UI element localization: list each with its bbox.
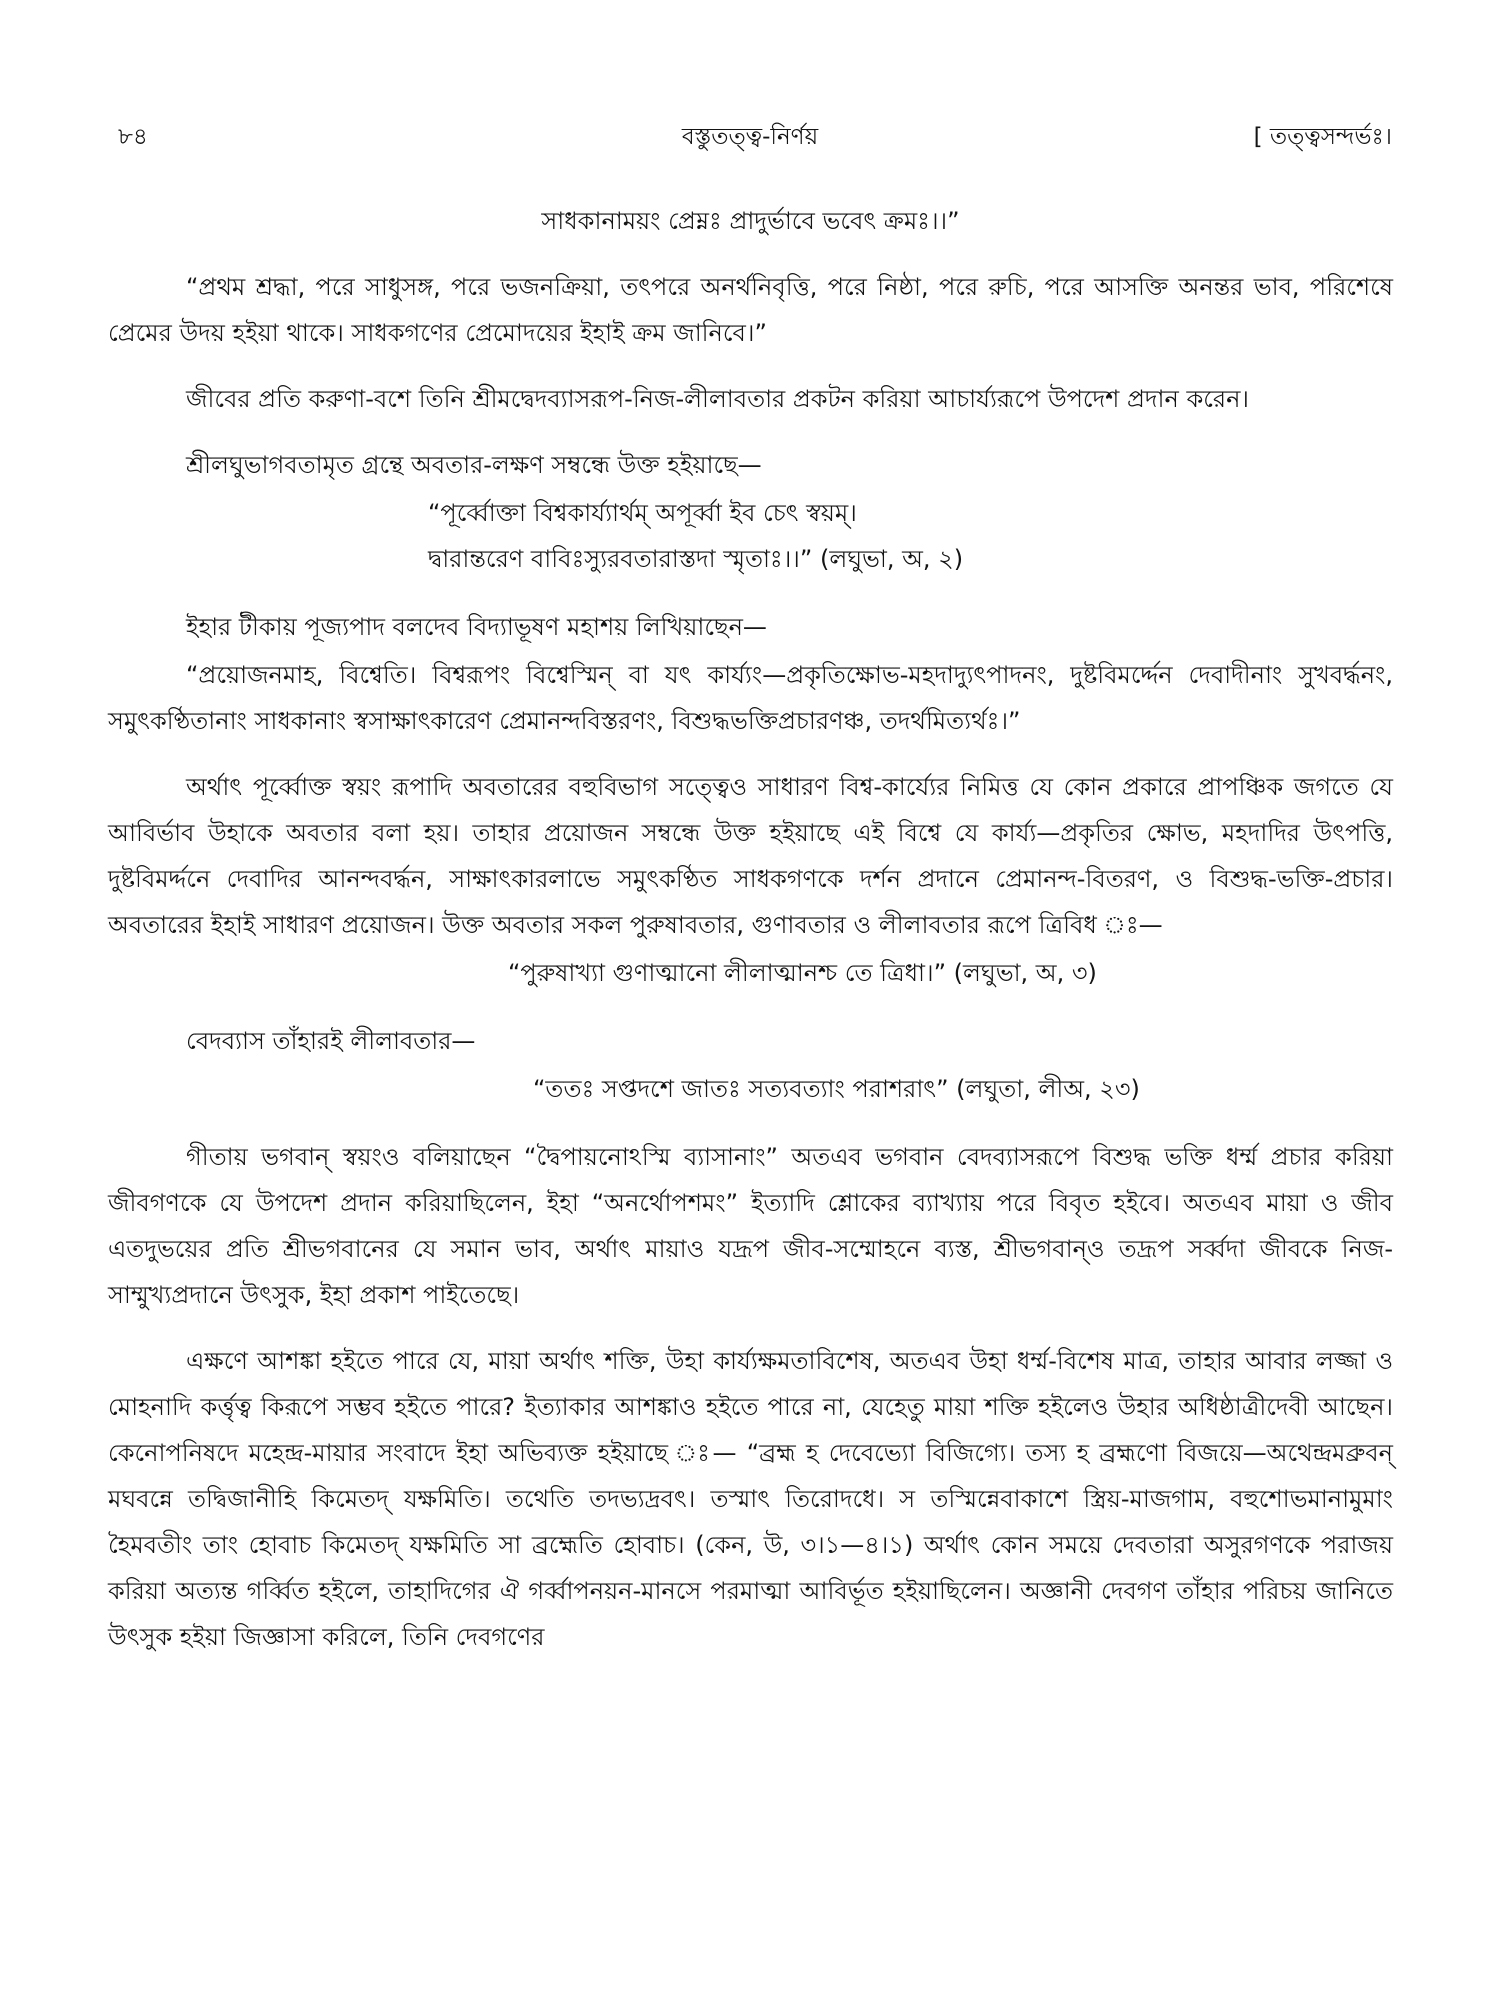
paragraph-1: “প্রথম শ্রদ্ধা, পরে সাধুসঙ্গ, পরে ভজনক্রিয়া, তৎপরে অনর্থনিবৃত্তি, পরে নিষ্ঠা, পরে রুচি, পরে আসক্তি অনন্তর ভাব, পরিশেষে প্রেমের উদয় হইয়া থাকে। সাধকগণের প্রেমোদয়ের ইহাই ক্রম জানিবে।” [108, 273, 1393, 347]
page-number: ৮৪ [118, 124, 148, 150]
verse-1-line-1: “পূর্ব্বোক্তা বিশ্বকার্য্যার্থম্ অপূর্ব্বা ইব চেৎ স্বয়ম্। [428, 499, 857, 527]
running-title: বস্তুতত্ত্ব-নির্ণয় [681, 124, 819, 150]
verse-1 [108, 490, 1393, 582]
paragraph-8: গীতায় ভগবান্ স্বয়ংও বলিয়াছেন “দ্বৈপায়নোঽস্মি ব্যাসানাং” অতএব ভগবান বেদব্যাসরূপে বিশুদ্ধ ভক্তি ধর্ম্ম প্রচার করিয়া জীবগণকে যে উপদেশ প্রদান করিয়াছিলেন, ইহা “অনর্থোপশমং” ইত্যাদি শ্লোকের ব্যাখ্যায় পরে বিবৃত হইবে। অতএব মায়া ও জীব এতদুভয়ের প্রতি শ্রীভগবানের যে সমান ভাব, অর্থাৎ মায়াও যদ্রূপ জীব-সম্মোহনে ব্যস্ত, শ্রীভগবান্ও তদ্রূপ সর্ব্বদা জীবকে নিজ-সাম্মুখ্যপ্রদানে উৎসুক, ইহা প্রকাশ পাইতেছে। [108, 1143, 1393, 1309]
paragraph-7: বেদব্যাস তাঁহারই লীলাবতার— [186, 1027, 476, 1055]
verse-2-line: “পুরুষাখ্যা গুণাত্মানো লীলাত্মানশ্চ তে ত্রিধা।” (লঘুভা, অ, ৩) [508, 959, 1097, 987]
page-header [0, 118, 1500, 158]
page-body [108, 198, 1393, 1680]
paragraph-3: শ্রীলঘুভাগবতামৃত গ্রন্থে অবতার-লক্ষণ সম্বন্ধে উক্ত হইয়াছে— [186, 451, 762, 479]
paragraph-6: অর্থাৎ পূর্ব্বোক্ত স্বয়ং রূপাদি অবতারের বহুবিভাগ সত্ত্বেও সাধারণ বিশ্ব-কার্য্যের নিমিত্ত যে কোন প্রকারে প্রাপঞ্চিক জগতে যে আবির্ভাব উহাকে অবতার বলা হয়। তাহার প্রয়োজন সম্বন্ধে উক্ত হইয়াছে এই বিশ্বে যে কার্য্য—প্রকৃতির ক্ষোভ, মহদাদির উৎপত্তি, দুষ্টবিমর্দ্দনে দেবাদির আনন্দবর্দ্ধন, সাক্ষাৎকারলাভে সমুৎকণ্ঠিত সাধকগণকে দর্শন প্রদানে প্রেমানন্দ-বিতরণ, ও বিশুদ্ধ-ভক্তি-প্রচার। অবতারের ইহাই সাধারণ প্রয়োজন। উক্ত অবতার সকল পুরুষাবতার, গুণাবতার ও লীলাবতার রূপে ত্রিবিধ ঃ— [108, 773, 1393, 939]
paragraph-4: ইহার টীকায় পূজ্যপাদ বলদেব বিদ্যাভূষণ মহাশয় লিখিয়াছেন— [186, 613, 767, 641]
paragraph-9: এক্ষণে আশঙ্কা হইতে পারে যে, মায়া অর্থাৎ শক্তি, উহা কার্য্যক্ষমতাবিশেষ, অতএব উহা ধর্ম্ম-বিশেষ মাত্র, তাহার আবার লজ্জা ও মোহনাদি কর্ত্তৃত্ব কিরূপে সম্ভব হইতে পারে? ইত্যাকার আশঙ্কাও হইতে পারে না, যেহেতু মায়া শক্তি হইলেও উহার অধিষ্ঠাত্রীদেবী আছেন। কেনোপনিষদে মহেন্দ্র-মায়ার সংবাদে ইহা অভিব্যক্ত হইয়াছে ঃ— “ব্রহ্ম হ দেবেভ্যো বিজিগ্যে। তস্য হ ব্রহ্মণো বিজয়ে—অথেন্দ্রমব্রুবন্ মঘবন্নে তদ্বিজানীহি কিমেতদ্ যক্ষমিতি। তথেতি তদভ্যদ্রবৎ। তস্মাৎ তিরোদধে। স তস্মিন্নেবাকাশে স্ত্রিয়-মাজগাম, বহুশোভমানামুমাং হৈমবতীং তাং হোবাচ কিমেতদ্ যক্ষমিতি সা ব্রহ্মেতি হোবাচ। (কেন, উ, ৩।১—৪।১) অর্থাৎ কোন সময়ে দেবতারা অসুরগণকে পরাজয় করিয়া অত্যন্ত গর্ব্বিত হইলে, তাহাদিগের ঐ গর্ব্বাপনয়ন-মানসে পরমাত্মা আবির্ভূত হইয়াছিলেন। অজ্ঞানী দেবগণ তাঁহার পরিচয় জানিতে উৎসুক হইয়া জিজ্ঞাসা করিলে, তিনি দেবগণের [108, 1347, 1393, 1651]
paragraph-5: “প্রয়োজনমাহ, বিশ্বেতি। বিশ্বরূপং বিশ্বেস্মিন্ বা যৎ কার্য্যং—প্রকৃতিক্ষোভ-মহদাদ্যুৎপাদনং, দুষ্টবিমর্দ্দেন দেবাদীনাং সুখবর্দ্ধনং, সমুৎকণ্ঠিতানাং সাধকানাং স্বসাক্ষাৎকারেণ প্রেমানন্দবিস্তরণং, বিশুদ্ধভক্তিপ্রচারণঞ্চ, তদর্থমিত্যর্থঃ।” [108, 661, 1393, 735]
verse-1-line-2: দ্বারান্তরেণ বাবিঃস্যুরবতারাস্তদা স্মৃতাঃ।।” (লঘুভা, অ, ২) [428, 545, 964, 573]
top-verse: সাধকানাময়ং প্রেম্নঃ প্রাদুর্ভাবে ভবেৎ ক্রমঃ।।” [541, 207, 960, 235]
section-title: [ তত্ত্বসন্দর্ভঃ। [1253, 124, 1392, 150]
verse-3 [108, 1066, 1393, 1112]
verse-2 [108, 950, 1393, 996]
paragraph-2: জীবের প্রতি করুণা-বশে তিনি শ্রীমদ্বেদব্যাসরূপ-নিজ-লীলাবতার প্রকটন করিয়া আচার্য্যরূপে উপদেশ প্রদান করেন। [186, 385, 1249, 413]
verse-3-line: “ততঃ সপ্তদশে জাতঃ সত্যবত্যাং পরাশরাৎ” (লঘুতা, লীঅ, ২৩) [533, 1075, 1140, 1103]
